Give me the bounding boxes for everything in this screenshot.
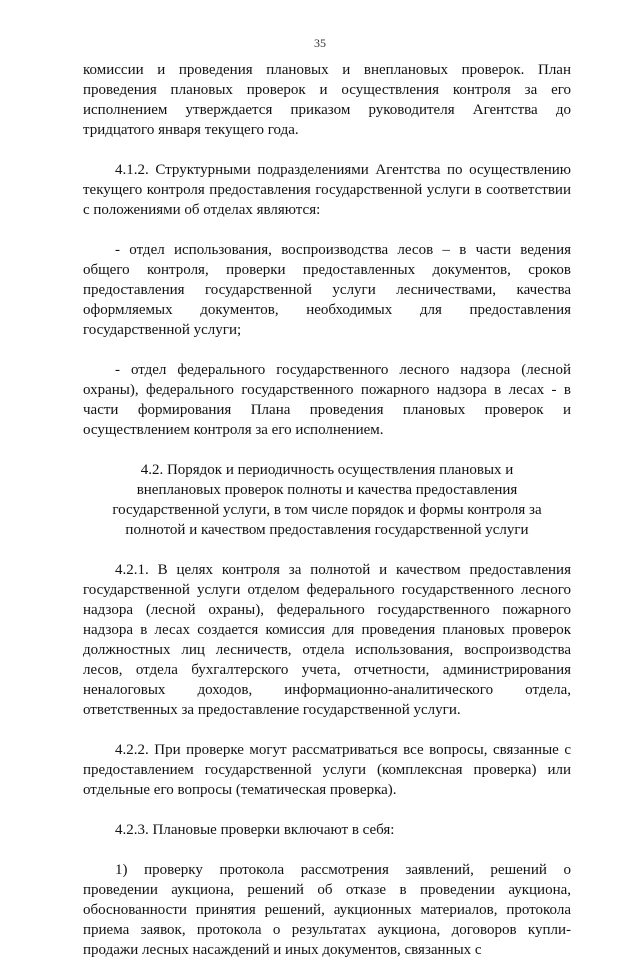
document-body bbox=[83, 60, 571, 980]
page-number: 35 bbox=[314, 36, 326, 50]
paragraph-commission-plan: комиссии и проведения плановых и внеплановых проверок. План проведения плановых проверок и осуществления контроля за его исполнением утверждается приказом руководителя Агентства до тридцатого января текущего года. bbox=[83, 62, 571, 138]
list-item-1: 1) проверку протокола рассмотрения заявлений, решений о проведении аукциона, решений об отказе в проведении аукциона, обоснованности принятия решений, аукционных материалов, протокола приема заявок, протокола о результатах аукциона, договоров купли-продажи лесных насаждений и иных документов, связанных с bbox=[83, 862, 571, 958]
paragraph-4-2-3: 4.2.3. Плановые проверки включают в себя: bbox=[115, 822, 395, 838]
paragraph-4-2-1: 4.2.1. В целях контроля за полнотой и качеством предоставления государственной услуги отделом федерального государственного лесного надзора (лесной охраны), федерального государственного пожарного надзора в лесах создается комиссия для проведения плановых проверок должностных лиц лесничеств, отдела использования, воспроизводства лесов, отдела бухгалтерского учета, отчетности, администрирования неналоговых доходов, информационно-аналитического отдела, ответственных за предоставление государственной услуги. bbox=[83, 562, 571, 718]
paragraph-4-1-2: 4.1.2. Структурными подразделениями Агентства по осуществлению текущего контроля предоставления государственной услуги в соответствии с положениями об отделах являются: bbox=[83, 162, 571, 218]
section-heading-4-2: 4.2. Порядок и периодичность осуществления плановых и внеплановых проверок полноты и качества предоставления государственной услуги, в том числе порядок и формы контроля за полнотой и качеством предоставления государственной услуги bbox=[112, 462, 542, 538]
paragraph-forest-use-department: - отдел использования, воспроизводства лесов – в части ведения общего контроля, проверки предоставленных документов, сроков предоставления государственной услуги лесничествами, качества оформляемых документов, необходимых для предоставления государственной услуги; bbox=[83, 242, 571, 338]
paragraph-4-2-2: 4.2.2. При проверке могут рассматриваться все вопросы, связанные с предоставлением государственной услуги (комплексная проверка) или отдельные его вопросы (тематическая проверка). bbox=[83, 742, 571, 798]
paragraph-forest-supervision-department: - отдел федерального государственного лесного надзора (лесной охраны), федерального государственного пожарного надзора в лесах - в части формирования Плана проведения плановых проверок и осуществлением контроля за его исполнением. bbox=[83, 362, 571, 438]
